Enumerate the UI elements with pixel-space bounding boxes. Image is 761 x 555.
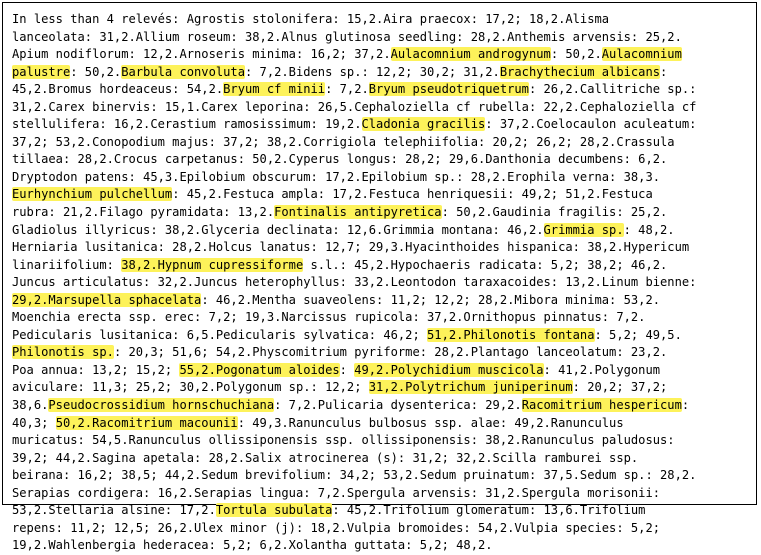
text-segment: 31,2.Carex binervis: 15,1.Carex leporina: 26,5.Cephaloziella cf rubella: 22,2.Cephaloziella cf xyxy=(12,99,697,114)
text-segment: Moenchia erecta ssp. erec: 7,2; 19,3.Narcissus rupicola: 37,2.Ornithopus pinnatus: 7,2. xyxy=(12,310,646,325)
highlighted-species: Philonotis sp. xyxy=(12,345,114,360)
text-segment: Gladiolus illyricus: 38,2.Glyceria declinata: 12,6.Grimmia montana: 46,2. xyxy=(12,222,544,237)
text-segment: 19,2.Wahlenbergia hederacea: 5,2; 6,2.Xolantha guttata: 5,2; 48,2. xyxy=(12,538,493,553)
text-line xyxy=(12,257,752,275)
text-line xyxy=(12,292,752,310)
text-line xyxy=(12,415,752,433)
text-segment: : 48,2. xyxy=(623,222,675,237)
text-line xyxy=(12,186,752,204)
text-line xyxy=(12,134,752,152)
highlighted-species: Tortula subulata xyxy=(215,503,333,518)
text-line xyxy=(12,467,752,485)
text-segment: Pedicularis lusitanica: 6,5.Pedicularis sylvatica: 46,2; xyxy=(12,327,428,342)
text-line xyxy=(12,204,752,222)
highlighted-species: 55,2.Pogonatum aloides xyxy=(179,362,340,377)
text-segment: : 45,2.Festuca ampla: 17,2.Festuca henriquesii: 49,2; 51,2.Festuca xyxy=(172,187,653,202)
text-line xyxy=(12,151,752,169)
text-line xyxy=(12,239,752,257)
text-segment: 37,2; 53,2.Conopodium majus: 37,2; 38,2.Corrigiola telephiifolia: 20,2; 26,2; 28,2.Crassula xyxy=(12,134,675,149)
text-segment: beirana: 16,2; 38,5; 44,2.Sedum brevifolium: 34,2; 53,2.Sedum pruinatum: 37,5.Sedum sp.: 28,2. xyxy=(12,468,697,483)
text-line xyxy=(12,502,752,520)
highlighted-species: 31,2.Polytrichum juniperinum xyxy=(368,380,573,395)
text-segment: : 20,2; 37,2; xyxy=(572,380,668,395)
text-line xyxy=(12,397,752,415)
text-line xyxy=(12,450,752,468)
text-segment: : 50,2. xyxy=(70,64,122,79)
highlighted-species: 29,2.Marsupella sphacelata xyxy=(12,292,202,307)
highlighted-species: Bryum pseudotriquetrum xyxy=(368,82,529,97)
text-segment: muricatus: 54,5.Ranunculus ollissiponensis ssp. ollissiponensis: 38,2.Ranunculus paludosus: xyxy=(12,433,675,448)
text-segment: repens: 11,2; 12,5; 26,2.Ulex minor (j): 18,2.Vulpia bromoides: 54,2.Vulpia species: 5,2; xyxy=(12,520,661,535)
text-segment: : 41,2.Polygonum xyxy=(543,362,661,377)
highlighted-species: Pseudocrossidium hornschuchiana xyxy=(48,398,275,413)
text-segment: : 37,2.Coelocaulon aculeatum: xyxy=(485,117,697,132)
text-line xyxy=(12,432,752,450)
highlighted-species: Aulacomnium androgynum xyxy=(390,47,551,62)
text-line xyxy=(12,362,752,380)
text-segment: : 20,3; 51,6; 54,2.Physcomitrium pyriforme: 28,2.Plantago lanceolatum: 23,2. xyxy=(113,345,668,360)
text-segment: linariifolium: xyxy=(12,257,122,272)
text-segment: lanceolata: 31,2.Allium roseum: 38,2.Alnus glutinosa seedling: 28,2.Anthemis arvensis: 25,2. xyxy=(12,29,682,44)
text-line xyxy=(12,46,752,64)
text-line xyxy=(12,344,752,362)
text-segment: : 26,2.Callitriche sp.: xyxy=(528,82,697,97)
text-line xyxy=(12,379,752,397)
text-line xyxy=(12,116,752,134)
text-line xyxy=(12,274,752,292)
text-segment: : 49,3.Ranunculus bulbosus ssp. alae: 49,2.Ranunculus xyxy=(237,415,624,430)
text-segment: : 7,2.Pulicaria dysenterica: 29,2. xyxy=(274,398,522,413)
text-segment: : 45,2.Trifolium glomeratum: 13,6.Trifolium xyxy=(332,503,646,518)
text-segment: : 7,2. xyxy=(325,82,369,97)
text-segment: : 7,2.Bidens sp.: 12,2; 30,2; 31,2. xyxy=(245,64,500,79)
text-line xyxy=(12,222,752,240)
highlighted-species: Grimmia sp. xyxy=(543,222,624,237)
text-segment: Juncus articulatus: 32,2.Juncus heterophyllus: 33,2.Leontodon taraxacoides: 13,2.Linum bienne: xyxy=(12,275,697,290)
highlighted-species: Eurhynchium pulchellum xyxy=(12,187,173,202)
text-segment: Serapias cordigera: 16,2.Serapias lingua: 7,2.Spergula arvensis: 31,2.Spergula morisonii: xyxy=(12,485,661,500)
text-line xyxy=(12,537,752,555)
highlighted-species: Barbula convoluta xyxy=(121,64,245,79)
text-segment: : 50,2. xyxy=(550,47,602,62)
text-segment: tillaea: 28,2.Crocus carpetanus: 50,2.Cyperus longus: 28,2; 29,6.Danthonia decumbens: 6,2. xyxy=(12,152,668,167)
text-line xyxy=(12,64,752,82)
text-segment: : 5,2; 49,5. xyxy=(594,327,682,342)
text-segment: 53,2.Stellaria alsine: 17,2. xyxy=(12,503,216,518)
text-segment: aviculare: 11,3; 25,2; 30,2.Polygonum sp.: 12,2; xyxy=(12,380,369,395)
text-segment: Dryptodon patens: 45,3.Epilobium obscurum: 17,2.Epilobium sp.: 28,2.Erophila verna: 38,3. xyxy=(12,169,661,184)
highlighted-species: Aulacomnium xyxy=(601,47,682,62)
species-list-text xyxy=(12,11,752,555)
highlighted-species: Fontinalis antipyretica xyxy=(274,205,442,220)
text-segment: Apium nodiflorum: 12,2.Arnoseris minima: 16,2; 37,2. xyxy=(12,47,391,62)
text-segment: Herniaria lusitanica: 28,2.Holcus lanatus: 12,7; 29,3.Hyacinthoides hispanica: 38,2.Hypericum xyxy=(12,240,690,255)
highlighted-species: 51,2.Philonotis fontana xyxy=(427,327,595,342)
document-frame xyxy=(2,2,757,553)
text-segment: : 46,2.Mentha suaveolens: 11,2; 12,2; 28,2.Mibora minima: 53,2. xyxy=(201,292,661,307)
highlighted-species: Bryum cf minii xyxy=(223,82,326,97)
text-line xyxy=(12,327,752,345)
text-segment: : xyxy=(339,362,355,377)
text-segment: stellulifera: 16,2.Cerastium ramosissimum: 19,2. xyxy=(12,117,362,132)
highlighted-species: Brachythecium albicans xyxy=(499,64,661,79)
text-line xyxy=(12,11,752,29)
text-segment: : xyxy=(660,64,668,79)
text-segment: 40,3; xyxy=(12,415,56,430)
highlighted-species: Racomitrium hespericum xyxy=(521,398,682,413)
text-segment: : xyxy=(681,398,690,413)
text-segment: Poa annua: 13,2; 15,2; xyxy=(12,362,180,377)
highlighted-species: palustre xyxy=(12,64,71,79)
highlighted-species: 49,2.Polychidium muscicola xyxy=(354,362,544,377)
text-line xyxy=(12,485,752,503)
text-line xyxy=(12,169,752,187)
text-line xyxy=(12,99,752,117)
highlighted-species: 50,2.Racomitrium macounii xyxy=(55,415,238,430)
text-line xyxy=(12,81,752,99)
text-line xyxy=(12,520,752,538)
text-segment: 39,2; 44,2.Sagina apetala: 28,2.Salix atrocinerea (s): 31,2; 32,2.Scilla ramburei ssp. xyxy=(12,450,639,465)
highlighted-species: Cladonia gracilis xyxy=(361,117,486,132)
text-segment: : 50,2.Gaudinia fragilis: 25,2. xyxy=(441,205,668,220)
text-segment: In less than 4 relevés: Agrostis stolonifera: 15,2.Aira praecox: 17,2; 18,2.Alisma xyxy=(12,12,610,26)
text-line xyxy=(12,29,752,47)
text-segment: 38,6. xyxy=(12,398,49,413)
text-line xyxy=(12,309,752,327)
text-segment: s.l.: 45,2.Hypochaeris radicata: 5,2; 38,2; 46,2. xyxy=(303,257,668,272)
text-segment: rubra: 21,2.Filago pyramidata: 13,2. xyxy=(12,205,275,220)
highlighted-species: 38,2.Hypnum cupressiforme xyxy=(121,257,304,272)
text-segment: 45,2.Bromus hordeaceus: 54,2. xyxy=(12,82,224,97)
